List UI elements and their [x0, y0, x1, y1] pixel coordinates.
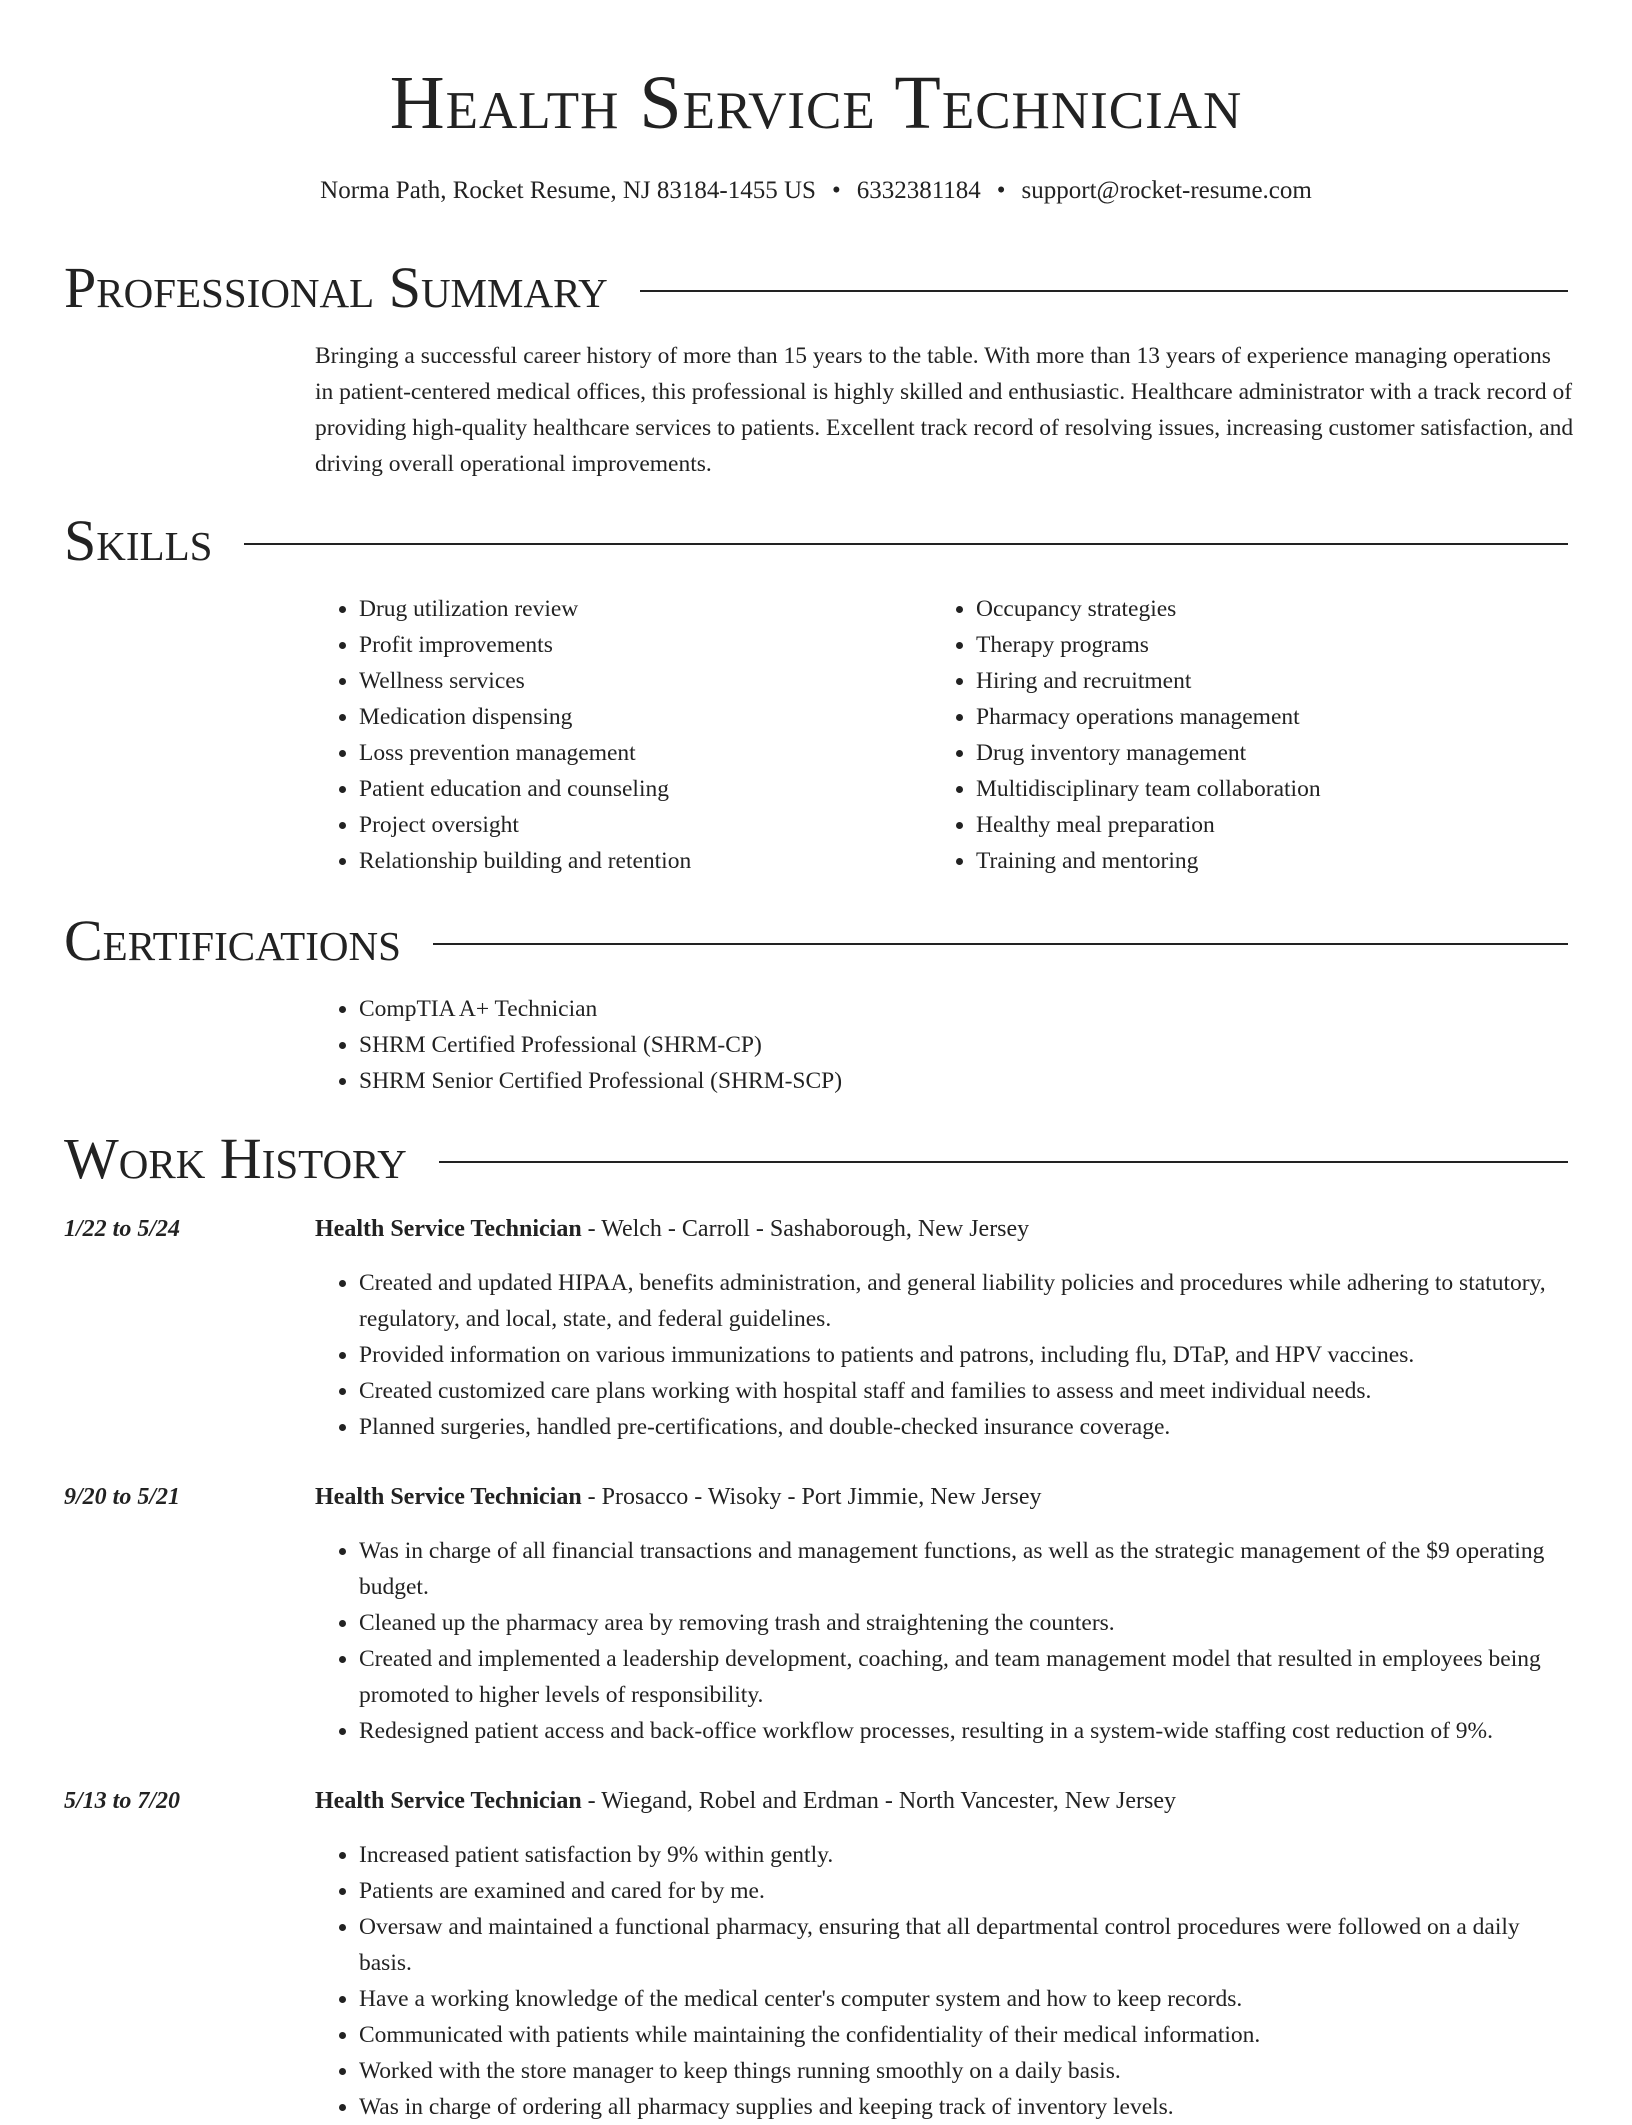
job-bullet: • Patients are examined and cared for by me. — [359, 1873, 1577, 1909]
job-responsibilities — [315, 1837, 1577, 2125]
summary-text: Bringing a successful career history of more than 15 years to the table. With more than 13 years of experience managing operations in patient-centered medical offices, this professional is highly skilled and enthusiastic. Healthcare administrator with a track record of providing high-quality healthcare services to patients. Excellent track record of resolving issues, increasing customer satisfaction, and driving overall operational improvements. — [315, 343, 1574, 477]
job-bullet: • Increased patient satisfaction by 9% within gently. — [359, 1837, 1577, 1873]
skill-item: • Relationship building and retention — [359, 843, 875, 879]
job-bullet: • Have a working knowledge of the medical center's computer system and how to keep records. — [359, 1981, 1577, 2017]
job-bullet-list — [315, 1265, 1577, 1445]
job-bullet: • Communicated with patients while maintaining the confidentiality of their medical information. — [359, 2017, 1577, 2053]
job-bullet: • Worked with the store manager to keep things running smoothly on a daily basis. — [359, 2053, 1577, 2089]
skills-heading: Skills — [64, 508, 213, 573]
job-bullet: • Cleaned up the pharmacy area by removing trash and straightening the counters. — [359, 1605, 1577, 1641]
summary-section-header — [64, 253, 1568, 323]
skills-column-left — [315, 591, 875, 879]
skill-item: • Hiring and recruitment — [976, 663, 1492, 699]
certifications-section-header — [64, 906, 1568, 976]
job-employer-location: - Welch - Carroll - Sashaborough, New Jersey — [581, 1216, 1030, 1242]
skill-item: • Medication dispensing — [359, 699, 875, 735]
skill-item: • Therapy programs — [976, 627, 1492, 663]
skill-item: • Patient education and counseling — [359, 771, 875, 807]
job-employer-location: - Wiegand, Robel and Erdman - North Vancester, New Jersey — [581, 1788, 1177, 1814]
job-bullet: • Created customized care plans working with hospital staff and families to assess and meet individual needs. — [359, 1373, 1577, 1409]
contact-separator: • — [831, 177, 841, 204]
work-history-section-header — [64, 1124, 1568, 1194]
job-dates: 1/22 to 5/24 — [64, 1216, 181, 1242]
skills-list-right — [932, 591, 1492, 879]
job-bullet: • Was in charge of ordering all pharmacy supplies and keeping track of inventory levels. — [359, 2089, 1577, 2125]
skill-item: • Drug inventory management — [976, 735, 1492, 771]
job-dates: 5/13 to 7/20 — [64, 1788, 181, 1814]
job-bullet: • Redesigned patient access and back-office workflow processes, resulting in a system-wide staffing cost reduction of 9%. — [359, 1713, 1577, 1749]
job-title: Health Service Technician — [315, 1216, 582, 1242]
skills-column-right — [932, 591, 1492, 879]
section-divider — [439, 1161, 1568, 1163]
job-bullet: • Oversaw and maintained a functional pharmacy, ensuring that all departmental control procedures were followed on a daily basis. — [359, 1909, 1577, 1981]
contact-phone: 6332381184 — [856, 177, 981, 204]
contact-address: Norma Path, Rocket Resume, NJ 83184-1455 US — [320, 177, 816, 204]
section-divider — [640, 290, 1568, 292]
skill-item: • Occupancy strategies — [976, 591, 1492, 627]
job-bullet: • Was in charge of all financial transactions and management functions, as well as the strategic management of the $9 operating budget. — [359, 1533, 1577, 1605]
job-bullet: • Provided information on various immunizations to patients and patrons, including flu, DTaP, and HPV vaccines. — [359, 1337, 1577, 1373]
skill-item: • Loss prevention management — [359, 735, 875, 771]
certification-item: • CompTIA A+ Technician — [359, 991, 1115, 1027]
contact-separator: • — [996, 177, 1006, 204]
skill-item: • Profit improvements — [359, 627, 875, 663]
certification-item: • SHRM Senior Certified Professional (SHRM-SCP) — [359, 1063, 1115, 1099]
skill-item: • Multidisciplinary team collaboration — [976, 771, 1492, 807]
job-title: Health Service Technician — [315, 1788, 582, 1814]
section-divider — [244, 543, 1568, 545]
skill-item: • Drug utilization review — [359, 591, 875, 627]
job-bullet: • Created and implemented a leadership development, coaching, and team management model that resulted in employees being promoted to higher levels of responsibility. — [359, 1641, 1577, 1713]
job-bullet: • Planned surgeries, handled pre-certifications, and double-checked insurance coverage. — [359, 1409, 1577, 1445]
certifications-list — [315, 991, 1115, 1099]
skill-item: • Wellness services — [359, 663, 875, 699]
certification-item: • SHRM Certified Professional (SHRM-CP) — [359, 1027, 1115, 1063]
resume-name: Health Service Technician — [389, 61, 1243, 145]
skills-list-left — [315, 591, 875, 879]
skill-item: • Healthy meal preparation — [976, 807, 1492, 843]
job-bullet: • Created and updated HIPAA, benefits administration, and general liability policies and procedures while adhering to statutory, regulatory, and local, state, and federal guidelines. — [359, 1265, 1577, 1337]
job-heading — [315, 1783, 1575, 1819]
summary-heading: Professional Summary — [64, 255, 608, 320]
job-employer-location: - Prosacco - Wisoky - Port Jimmie, New Jersey — [581, 1484, 1042, 1510]
contact-email: support@rocket-resume.com — [1021, 177, 1312, 204]
work-history-heading: Work History — [64, 1126, 407, 1191]
skills-section-header — [64, 506, 1568, 576]
job-responsibilities — [315, 1265, 1577, 1445]
job-responsibilities — [315, 1533, 1577, 1749]
skill-item: • Pharmacy operations management — [976, 699, 1492, 735]
contact-line — [0, 174, 1632, 208]
section-divider — [433, 943, 1568, 945]
certifications-block — [315, 991, 1115, 1099]
skill-item: • Training and mentoring — [976, 843, 1492, 879]
certifications-heading: Certifications — [64, 908, 401, 973]
job-heading — [315, 1479, 1575, 1515]
job-bullet-list — [315, 1533, 1577, 1749]
job-title: Health Service Technician — [315, 1484, 582, 1510]
job-heading — [315, 1211, 1575, 1247]
job-dates: 9/20 to 5/21 — [64, 1484, 181, 1510]
job-bullet-list — [315, 1837, 1577, 2125]
skill-item: • Project oversight — [359, 807, 875, 843]
